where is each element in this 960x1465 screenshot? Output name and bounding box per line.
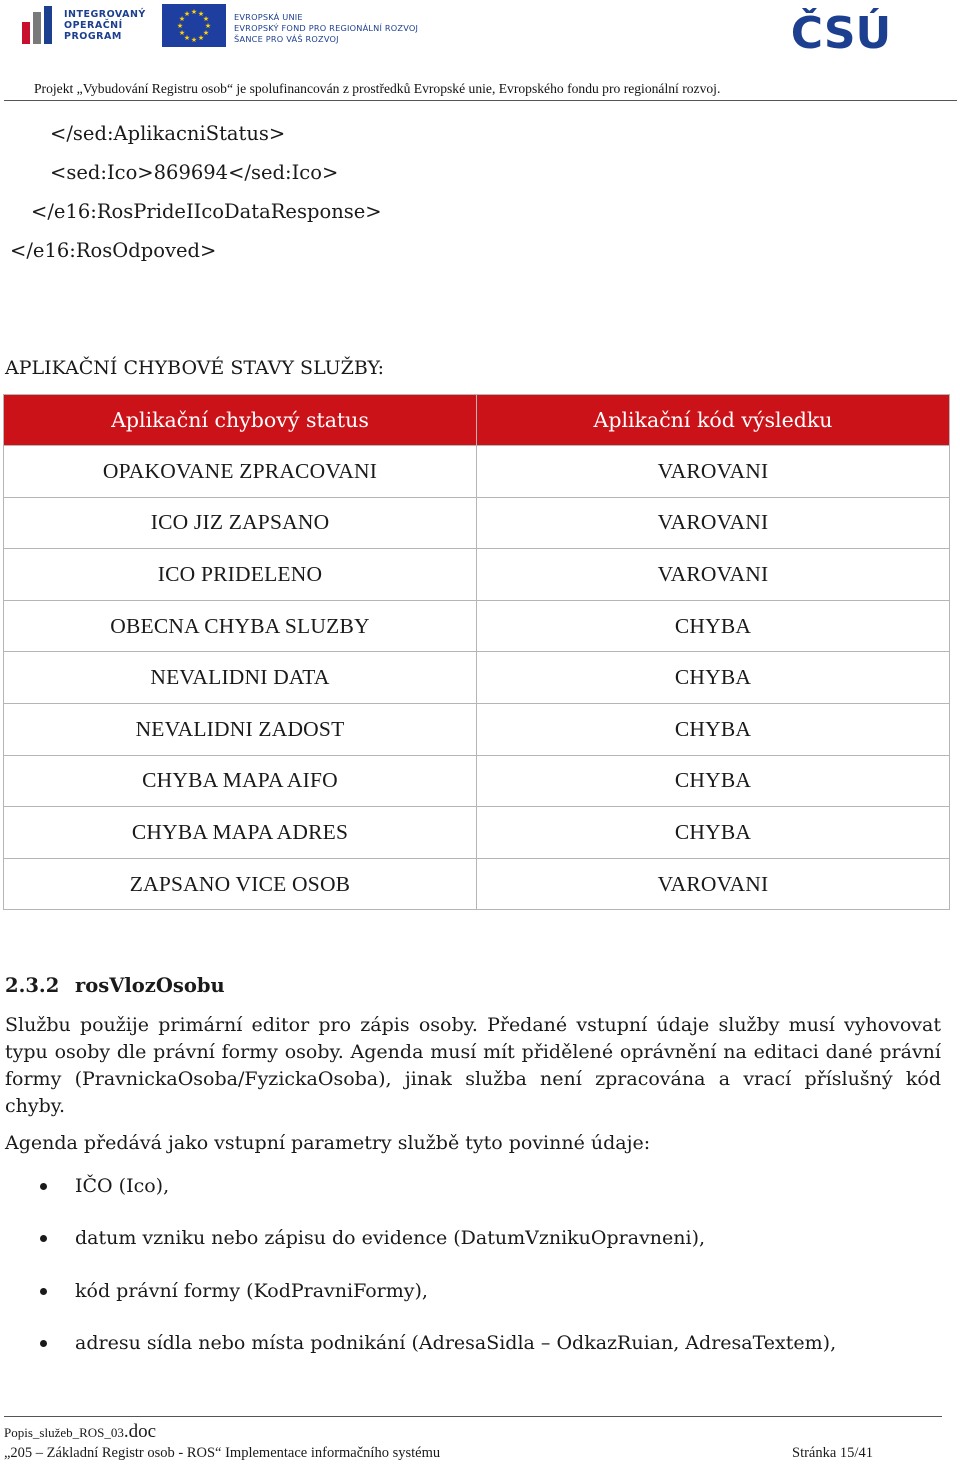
table-row	[4, 858, 950, 910]
status-table	[3, 394, 950, 910]
table-header-row	[4, 395, 950, 446]
svg-text:★: ★	[176, 22, 184, 30]
svg-text:ČSÚ: ČSÚ	[790, 8, 892, 52]
list-item	[0, 1224, 836, 1276]
iop-logo-text	[64, 9, 146, 42]
code-line: </e16:RosPrideIIcoDataResponse>	[31, 200, 382, 223]
list-item-text: datum vzniku nebo zápisu do evidence (DatumVznikuOpravneni),	[75, 1227, 706, 1250]
code-line: </e16:RosOdpoved>	[10, 239, 217, 262]
table-row	[4, 755, 950, 807]
section-heading: APLIKAČNÍ CHYBOVÉ STAVY SLUŽBY:	[5, 357, 385, 379]
result-code-cell: CHYBA	[477, 703, 950, 755]
eu-line: ŠANCE PRO VÁŠ ROZVOJ	[234, 34, 339, 44]
result-code-cell: VAROVANI	[477, 446, 950, 498]
svg-text:★: ★	[197, 34, 205, 42]
iop-logo-mark	[22, 6, 56, 44]
iop-logo	[22, 6, 146, 44]
header-caption: Projekt „Vybudování Registru osob“ je spolufinancován z prostředků Evropské unie, Evropského fondu pro regionální rozvoj.	[34, 81, 721, 96]
page-header	[0, 0, 960, 60]
footer-file-name	[4, 1421, 156, 1443]
list-item	[0, 1172, 836, 1224]
list-item	[0, 1277, 836, 1329]
footer-project: „205 – Základní Registr osob - ROS“ Implementace informačního systému	[4, 1445, 441, 1461]
result-code-cell: VAROVANI	[477, 497, 950, 549]
iop-logo-line: PROGRAM	[64, 30, 122, 42]
table-body	[4, 446, 950, 910]
footer-file-base: Popis_služeb_ROS_03	[4, 1425, 124, 1440]
table-row	[4, 600, 950, 652]
footer-page-number: Stránka 15/41	[792, 1445, 873, 1461]
bullet-icon	[40, 1183, 47, 1190]
parameter-list	[0, 1172, 836, 1382]
column-header-code: Aplikační kód výsledku	[477, 395, 950, 446]
table-row	[4, 497, 950, 549]
result-code-cell: CHYBA	[477, 807, 950, 859]
svg-text:★: ★	[202, 15, 210, 23]
status-cell: CHYBA MAPA AIFO	[4, 755, 477, 807]
svg-text:★: ★	[190, 36, 198, 44]
result-code-cell: VAROVANI	[477, 549, 950, 601]
bullet-icon	[40, 1288, 47, 1295]
list-item	[0, 1329, 836, 1381]
parameters-intro: Agenda předává jako vstupní parametry službě tyto povinné údaje:	[5, 1132, 651, 1154]
code-line: </sed:AplikacniStatus>	[50, 122, 286, 145]
iop-logo-line: INTEGROVANÝ	[64, 8, 146, 20]
result-code-cell: VAROVANI	[477, 858, 950, 910]
status-cell: OBECNA CHYBA SLUZBY	[4, 600, 477, 652]
subsection-heading	[5, 974, 225, 997]
column-header-status: Aplikační chybový status	[4, 395, 477, 446]
subsection-title: rosVlozOsobu	[75, 974, 225, 997]
svg-text:★: ★	[178, 29, 186, 37]
svg-text:★: ★	[204, 22, 212, 30]
table-row	[4, 703, 950, 755]
list-item-text: IČO (Ico),	[75, 1175, 170, 1197]
bullet-icon	[40, 1340, 47, 1347]
result-code-cell: CHYBA	[477, 600, 950, 652]
csu-logo	[782, 8, 900, 52]
description-paragraph: Službu použije primární editor pro zápis osoby. Předané vstupní údaje služby musí vyhovovat typu osoby dle právní formy osoby. Agenda musí mít přidělené oprávnění na editaci dané právní formy (PravnickaOsoba/FyzickaOsoba), jinak služba není zpracována a vrací příslušný kód chyby.	[5, 1014, 941, 1117]
status-cell: NEVALIDNI ZADOST	[4, 703, 477, 755]
svg-text:★: ★	[190, 8, 198, 16]
header-divider	[4, 100, 957, 101]
table-row	[4, 652, 950, 704]
code-line: <sed:Ico>869694</sed:Ico>	[50, 161, 339, 184]
iop-logo-line: OPERAČNÍ	[64, 19, 123, 31]
eu-fund-text	[234, 12, 418, 45]
table-row	[4, 807, 950, 859]
list-item-text: adresu sídla nebo místa podnikání (AdresaSidla – OdkazRuian, AdresaTextem),	[75, 1332, 837, 1355]
table-row	[4, 549, 950, 601]
list-item-text: kód právní formy (KodPravniFormy),	[75, 1279, 428, 1302]
status-cell: CHYBA MAPA ADRES	[4, 807, 477, 859]
status-cell: ZAPSANO VICE OSOB	[4, 858, 477, 910]
svg-text:★: ★	[183, 10, 191, 18]
status-cell: OPAKOVANE ZPRACOVANI	[4, 446, 477, 498]
eu-flag-icon	[162, 4, 226, 47]
subsection-number: 2.3.2	[5, 974, 60, 997]
svg-text:★: ★	[183, 34, 191, 42]
bullet-icon	[40, 1235, 47, 1242]
table-row	[4, 446, 950, 498]
svg-text:★: ★	[202, 29, 210, 37]
footer-divider	[4, 1416, 942, 1417]
eu-line: EVROPSKÁ UNIE	[234, 12, 303, 22]
result-code-cell: CHYBA	[477, 755, 950, 807]
status-cell: ICO PRIDELENO	[4, 549, 477, 601]
status-cell: NEVALIDNI DATA	[4, 652, 477, 704]
svg-text:★: ★	[178, 15, 186, 23]
footer-file-ext: .doc	[123, 1421, 157, 1442]
result-code-cell: CHYBA	[477, 652, 950, 704]
eu-line: EVROPSKÝ FOND PRO REGIONÁLNÍ ROZVOJ	[234, 23, 419, 33]
svg-text:★: ★	[197, 10, 205, 18]
status-cell: ICO JIZ ZAPSANO	[4, 497, 477, 549]
